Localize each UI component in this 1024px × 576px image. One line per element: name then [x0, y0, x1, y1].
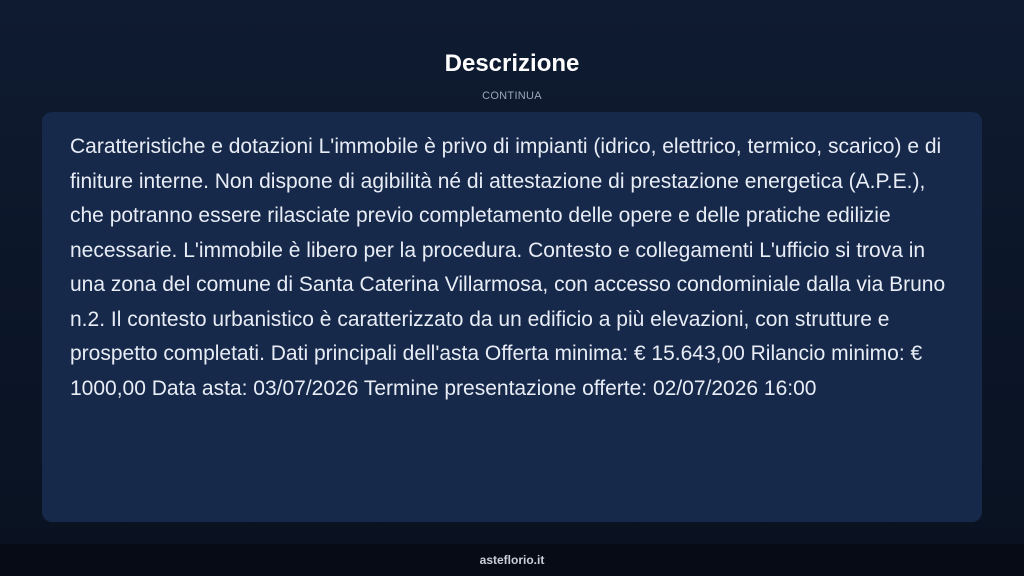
description-panel: [42, 112, 982, 522]
site-name: asteflorio.it: [479, 553, 545, 567]
footer-bar: [0, 544, 1024, 576]
page-title: Descrizione: [444, 50, 580, 77]
continue-label: CONTINUA: [482, 90, 542, 102]
description-text: Caratteristiche e dotazioni L'immobile è privo di impianti (idrico, elettrico, termico, scarico) e di finiture interne. Non dispone di agibilità né di attestazione di prestazione energetica (A.P.E.), che potranno essere rilasciate previo completamento delle opere e delle pratiche edilizie necessarie. L'immobile è libero per la procedura. Contesto e collegamenti L'ufficio si trova in una zona del comune di Santa Caterina Villarmosa, con accesso condominiale dalla via Bruno n.2. Il contesto urbanistico è caratterizzato da un edificio a più elevazioni, con strutture e prospetto completati. Dati principali dell'asta Offerta minima: € 15.643,00 Rilancio minimo: € 1000,00 Data asta: 03/07/2026 Termine presentazione offerte: 02/07/2026 16:00: [70, 135, 946, 400]
